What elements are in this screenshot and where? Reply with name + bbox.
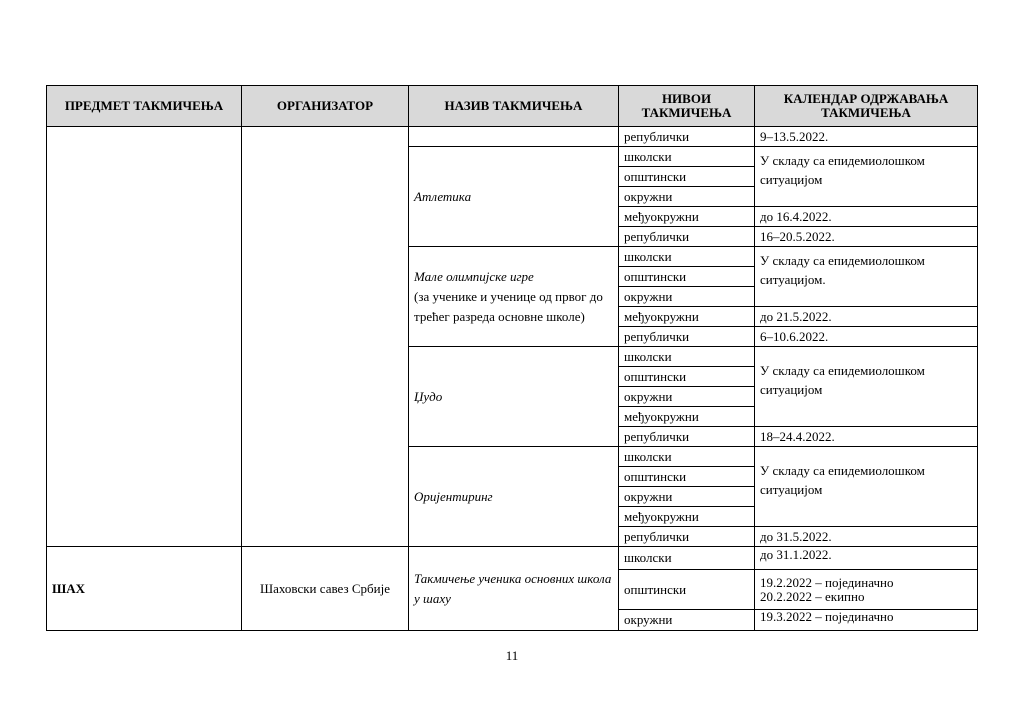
competition-title: Мале олимпијске игре <box>414 268 534 284</box>
level-cell: републички <box>619 527 755 547</box>
date-cell: 19.3.2022 – појединачно <box>755 610 978 631</box>
table-header-row <box>47 86 978 127</box>
date-cell: 16–20.5.2022. <box>755 227 978 247</box>
note-cell <box>755 247 978 307</box>
level-cell: међуокружни <box>619 307 755 327</box>
header-calendar: КАЛЕНДАР ОДРЖАВАЊА ТАКМИЧЕЊА <box>755 86 978 127</box>
level-cell: општински <box>619 367 755 387</box>
date-cell: 18–24.4.2022. <box>755 427 978 447</box>
level-cell: међуокружни <box>619 207 755 227</box>
level-cell: општински <box>619 467 755 487</box>
header-subject: ПРЕДМЕТ ТАКМИЧЕЊА <box>47 86 242 127</box>
level-cell: републички <box>619 427 755 447</box>
date-cell: 6–10.6.2022. <box>755 327 978 347</box>
level-cell: школски <box>619 247 755 267</box>
competition-name-orienteering: Оријентиринг <box>409 447 619 547</box>
date-cell: до 21.5.2022. <box>755 307 978 327</box>
note-text: У складу са епидемиолошком ситуацијом. <box>760 253 925 287</box>
level-cell: школски <box>619 147 755 167</box>
level-cell: републички <box>619 227 755 247</box>
competition-name-chess: Такмичење ученика основних школа у шаху <box>409 547 619 631</box>
level-cell: окружни <box>619 387 755 407</box>
note-cell <box>755 447 978 527</box>
date-line: 19.2.2022 – појединачно <box>760 574 894 590</box>
level-cell: републички <box>619 327 755 347</box>
level-cell: окружни <box>619 610 755 631</box>
competition-name-mini-olympics <box>409 247 619 347</box>
level-cell: републички <box>619 127 755 147</box>
level-cell: школски <box>619 547 755 570</box>
header-organizer: ОРГАНИЗАТОР <box>242 86 409 127</box>
date-cell <box>755 570 978 610</box>
level-cell: општински <box>619 267 755 287</box>
table-row <box>47 547 978 570</box>
table-row <box>47 127 978 147</box>
subject-chess: ШАХ <box>47 547 242 631</box>
date-line: 20.2.2022 – екипно <box>760 588 865 604</box>
competition-table <box>46 85 978 631</box>
level-cell: међуокружни <box>619 507 755 527</box>
competition-subtitle: (за ученике и ученице од првог до трећег разреда основне школе) <box>414 288 603 324</box>
level-cell: окружни <box>619 187 755 207</box>
organizer-cell-empty <box>242 127 409 547</box>
organizer-chess: Шаховски савез Србије <box>242 547 409 631</box>
level-cell: међуокружни <box>619 407 755 427</box>
note-cell <box>755 147 978 207</box>
subject-cell-empty <box>47 127 242 547</box>
date-cell: до 31.1.2022. <box>755 547 978 570</box>
note-cell <box>755 347 978 427</box>
level-cell: општински <box>619 570 755 610</box>
header-competition: НАЗИВ ТАКМИЧЕЊА <box>409 86 619 127</box>
level-cell: школски <box>619 347 755 367</box>
competition-name-athletics: Атлетика <box>409 147 619 247</box>
level-cell: школски <box>619 447 755 467</box>
page-number: 11 <box>505 648 519 663</box>
header-level: НИВОИ ТАКМИЧЕЊА <box>619 86 755 127</box>
competition-cell-empty <box>409 127 619 147</box>
level-cell: окружни <box>619 487 755 507</box>
competition-name-judo: Џудо <box>409 347 619 447</box>
date-cell: до 16.4.2022. <box>755 207 978 227</box>
note-text: У складу са епидемиолошком ситуацијом <box>760 463 925 497</box>
note-text: У складу са епидемиолошком ситуацијом <box>760 153 925 187</box>
note-text: У складу са епидемиолошком ситуацијом <box>760 363 925 397</box>
date-cell: до 31.5.2022. <box>755 527 978 547</box>
level-cell: општински <box>619 167 755 187</box>
date-cell: 9–13.5.2022. <box>755 127 978 147</box>
level-cell: окружни <box>619 287 755 307</box>
